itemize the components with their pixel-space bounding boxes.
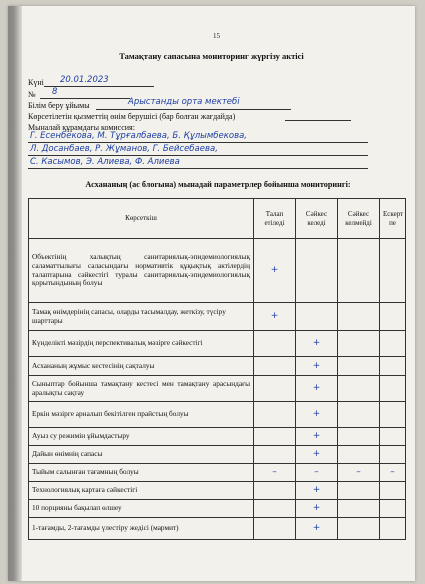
- cell-noncompliant: [338, 500, 380, 518]
- row-label: Еркін мәзірге арналып бекітілген прайстың болуы: [29, 402, 254, 428]
- date-line: [44, 86, 154, 87]
- cell-note: [380, 446, 406, 464]
- cell-noncompliant: [338, 482, 380, 500]
- cell-noncompliant: [338, 446, 380, 464]
- header-indicator: Көрсеткіш: [29, 199, 254, 239]
- cell-required: [254, 518, 296, 540]
- cell-compliant: +: [296, 446, 338, 464]
- number-label: №: [28, 90, 36, 99]
- row-label: Күнделікті мәзірдің перспективалық мәзірге сәйкестігі: [29, 331, 254, 357]
- cell-noncompliant: [338, 402, 380, 428]
- cell-required: [254, 500, 296, 518]
- cell-noncompliant: [338, 303, 380, 331]
- cell-note: [380, 518, 406, 540]
- cell-note: [380, 239, 406, 303]
- cell-compliant: +: [296, 518, 338, 540]
- monitoring-table: [28, 198, 406, 540]
- commission-members-1: Г. Есенбекова, М. Тұрғалбаева, Б. Құлымбекова,: [30, 131, 248, 141]
- school-value: Арыстанды орта мектебі: [128, 97, 240, 107]
- cell-noncompliant: –: [338, 464, 380, 482]
- cell-note: [380, 428, 406, 446]
- cell-noncompliant: [338, 428, 380, 446]
- cell-required: [254, 428, 296, 446]
- cell-note: [380, 376, 406, 402]
- table-row: [29, 518, 406, 540]
- cell-compliant: +: [296, 428, 338, 446]
- commission-line-3: [28, 168, 368, 169]
- cell-note: [380, 482, 406, 500]
- row-label: Асхананың жұмыс кестесінің сақталуы: [29, 357, 254, 376]
- row-label: Сыныптар бойынша тамақтану кестесі мен тамақтану арасындағы аралықты сақтау: [29, 376, 254, 402]
- cell-required: [254, 482, 296, 500]
- header-required: Талап етіледі: [254, 199, 296, 239]
- service-provider-line: [285, 120, 351, 121]
- row-label: Технологиялық картаға сәйкестігі: [29, 482, 254, 500]
- row-label: Дайын өнімнің сапасы: [29, 446, 254, 464]
- cell-required: +: [254, 303, 296, 331]
- cell-required: [254, 376, 296, 402]
- cell-compliant: [296, 239, 338, 303]
- cell-noncompliant: [338, 518, 380, 540]
- section-title: Асхананың (ас блогына) мынадай параметрлер бойынша мониторингі:: [85, 180, 351, 189]
- date-label: Күні: [28, 78, 44, 87]
- cell-note: [380, 402, 406, 428]
- school-label: Білім беру ұйымы: [28, 101, 90, 110]
- row-label: Тыйым салынған тағамның болуы: [29, 464, 254, 482]
- date-value: 20.01.2023: [60, 75, 109, 85]
- page-number: 15: [213, 32, 220, 40]
- table-row: [29, 357, 406, 376]
- table-row: [29, 376, 406, 402]
- cell-required: [254, 357, 296, 376]
- table-row: [29, 482, 406, 500]
- cell-required: [254, 331, 296, 357]
- cell-noncompliant: [338, 357, 380, 376]
- cell-note: [380, 500, 406, 518]
- commission-members-3: С. Касымов, Э. Алиева, Ф. Алиева: [30, 157, 180, 167]
- cell-compliant: +: [296, 331, 338, 357]
- table-row: [29, 402, 406, 428]
- commission-members-2: Л. Досанбаев, Р. Жұманов, Г. Бейсебаева,: [30, 144, 218, 154]
- cell-compliant: [296, 303, 338, 331]
- school-line: [96, 109, 291, 110]
- row-label: Ауыз су режимін ұйымдастыру: [29, 428, 254, 446]
- binding-shadow: [8, 6, 22, 581]
- cell-note: [380, 303, 406, 331]
- table-row: [29, 331, 406, 357]
- number-value: 8: [52, 87, 58, 97]
- cell-compliant: +: [296, 357, 338, 376]
- cell-compliant: –: [296, 464, 338, 482]
- header-noncompliant: Сәйкес келмейді: [338, 199, 380, 239]
- cell-compliant: +: [296, 376, 338, 402]
- row-label: Тамақ өнімдерінің сапасы, оларды тасымалдау, жеткізу, түсіру шарттары: [29, 303, 254, 331]
- number-line: [40, 98, 130, 99]
- header-note: Ескерт пе: [380, 199, 406, 239]
- cell-compliant: +: [296, 402, 338, 428]
- cell-required: –: [254, 464, 296, 482]
- service-provider-label: Көрсетілетін қызметтің өнім берушісі (бар болған жағдайда): [28, 112, 236, 121]
- cell-compliant: +: [296, 500, 338, 518]
- cell-noncompliant: [338, 376, 380, 402]
- cell-required: [254, 446, 296, 464]
- document-title: Тамақтану сапасына мониторинг жүргізу актісі: [119, 51, 304, 61]
- cell-required: [254, 402, 296, 428]
- cell-noncompliant: [338, 239, 380, 303]
- table-row: [29, 428, 406, 446]
- cell-compliant: +: [296, 482, 338, 500]
- table-row: [29, 500, 406, 518]
- commission-line-1: [28, 142, 368, 143]
- table-row: [29, 464, 406, 482]
- cell-note: –: [380, 464, 406, 482]
- row-label: 1-тағамды, 2-тағамды үлестіру жедісі (мармит): [29, 518, 254, 540]
- table-row: [29, 303, 406, 331]
- table-header-row: [29, 199, 406, 239]
- table-row: [29, 239, 406, 303]
- cell-note: [380, 357, 406, 376]
- table-row: [29, 446, 406, 464]
- row-label: Объектінің халықтың санитариялық-эпидемиологиялық саламаттылығы саласындағы нормативтік құқықтық актілердің талаптарына сәйкестігі туралы санитариялық-эпидемиологиялық қорытындының болуы: [29, 239, 254, 303]
- header-compliant: Сәйкес келеді: [296, 199, 338, 239]
- document-page: [8, 6, 415, 581]
- cell-required: +: [254, 239, 296, 303]
- cell-note: [380, 331, 406, 357]
- commission-line-2: [28, 155, 368, 156]
- row-label: 10 порцияны бақылап өлшеу: [29, 500, 254, 518]
- cell-noncompliant: [338, 331, 380, 357]
- commission-label: Мыналай құрамдағы комиссия:: [28, 123, 135, 132]
